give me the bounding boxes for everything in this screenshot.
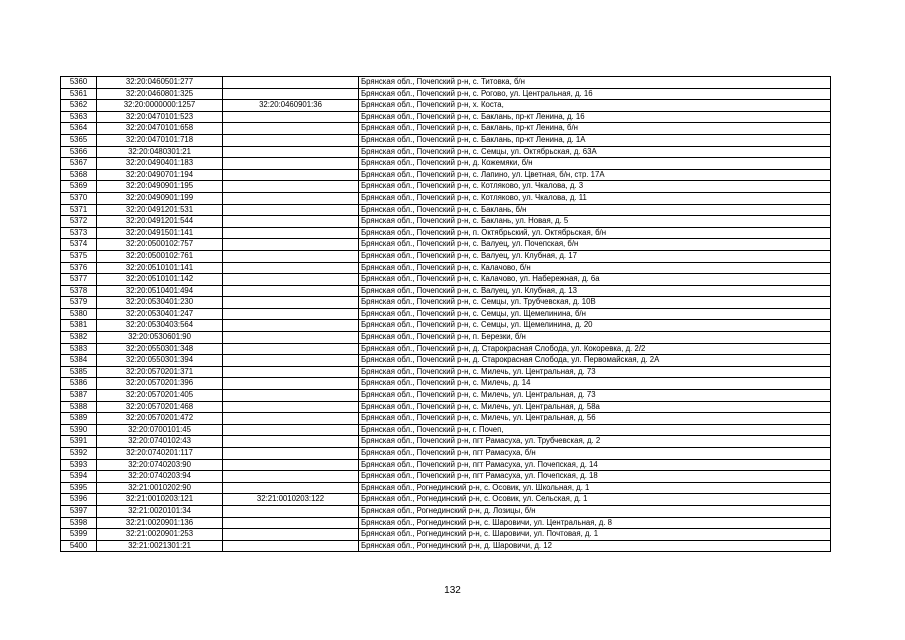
row-number-cell: 5380 <box>61 308 97 320</box>
previous-number-cell <box>223 482 359 494</box>
previous-number-cell <box>223 285 359 297</box>
address-cell: Брянская обл., Почепский р-н, с. Валуец, ул. Клубная, д. 17 <box>359 250 831 262</box>
cadastral-number-cell: 32:20:0470101:658 <box>97 123 223 135</box>
previous-number-cell <box>223 529 359 541</box>
table-row <box>61 204 831 216</box>
previous-number-cell <box>223 88 359 100</box>
address-cell: Брянская обл., Рогнединский р-н, с. Осовик, ул. Сельская, д. 1 <box>359 494 831 506</box>
table-row <box>61 505 831 517</box>
row-number-cell: 5360 <box>61 77 97 89</box>
row-number-cell: 5378 <box>61 285 97 297</box>
previous-number-cell <box>223 158 359 170</box>
table-row <box>61 448 831 460</box>
table-row <box>61 459 831 471</box>
previous-number-cell <box>223 413 359 425</box>
table-row <box>61 436 831 448</box>
address-cell: Брянская обл., Почепский р-н, пгт Рамасуха, ул. Трубчевская, д. 2 <box>359 436 831 448</box>
table-row <box>61 366 831 378</box>
address-cell: Брянская обл., Почепский р-н, с. Калачово, ул. Набережная, д. 6а <box>359 274 831 286</box>
cadastral-number-cell: 32:20:0530601:90 <box>97 332 223 344</box>
row-number-cell: 5367 <box>61 158 97 170</box>
row-number-cell: 5369 <box>61 181 97 193</box>
table-row <box>61 88 831 100</box>
cadastral-number-cell: 32:21:0020901:253 <box>97 529 223 541</box>
cadastral-number-cell: 32:20:0530401:230 <box>97 297 223 309</box>
previous-number-cell <box>223 517 359 529</box>
cadastral-number-cell: 32:20:0550301:348 <box>97 343 223 355</box>
table-row <box>61 471 831 483</box>
row-number-cell: 5372 <box>61 216 97 228</box>
table-row <box>61 192 831 204</box>
previous-number-cell <box>223 77 359 89</box>
table-row <box>61 100 831 112</box>
previous-number-cell <box>223 204 359 216</box>
cadastral-number-cell: 32:20:0491501:141 <box>97 227 223 239</box>
address-cell: Брянская обл., Почепский р-н, с. Баклань, пр-кт Ленина, д. 1А <box>359 134 831 146</box>
row-number-cell: 5362 <box>61 100 97 112</box>
row-number-cell: 5385 <box>61 366 97 378</box>
cadastral-number-cell: 32:20:0470101:523 <box>97 111 223 123</box>
cadastral-number-cell: 32:20:0491201:544 <box>97 216 223 228</box>
table-row <box>61 146 831 158</box>
address-cell: Брянская обл., Почепский р-н, с. Баклань, ул. Новая, д. 5 <box>359 216 831 228</box>
table-row <box>61 274 831 286</box>
previous-number-cell <box>223 540 359 552</box>
table-row <box>61 158 831 170</box>
cadastral-number-cell: 32:21:0021301:21 <box>97 540 223 552</box>
previous-number-cell <box>223 355 359 367</box>
previous-number-cell <box>223 239 359 251</box>
table-row <box>61 169 831 181</box>
cadastral-number-cell: 32:20:0470101:718 <box>97 134 223 146</box>
cadastral-number-cell: 32:20:0510101:141 <box>97 262 223 274</box>
address-cell: Брянская обл., Почепский р-н, с. Баклань, пр-кт Ленина, б/н <box>359 123 831 135</box>
row-number-cell: 5386 <box>61 378 97 390</box>
row-number-cell: 5392 <box>61 448 97 460</box>
address-cell: Брянская обл., Почепский р-н, пгт Рамасуха, б/н <box>359 448 831 460</box>
row-number-cell: 5382 <box>61 332 97 344</box>
cadastral-number-cell: 32:20:0000000:1257 <box>97 100 223 112</box>
row-number-cell: 5363 <box>61 111 97 123</box>
address-cell: Брянская обл., Почепский р-н, х. Коста, <box>359 100 831 112</box>
table-row <box>61 123 831 135</box>
row-number-cell: 5365 <box>61 134 97 146</box>
row-number-cell: 5377 <box>61 274 97 286</box>
address-cell: Брянская обл., Почепский р-н, с. Милечь, д. 14 <box>359 378 831 390</box>
address-cell: Брянская обл., Почепский р-н, с. Милечь, ул. Центральная, д. 73 <box>359 366 831 378</box>
table-row <box>61 216 831 228</box>
row-number-cell: 5370 <box>61 192 97 204</box>
address-cell: Брянская обл., Рогнединский р-н, д. Лозицы, б/н <box>359 505 831 517</box>
table-row <box>61 262 831 274</box>
row-number-cell: 5391 <box>61 436 97 448</box>
table-row <box>61 250 831 262</box>
address-cell: Брянская обл., Почепский р-н, с. Валуец, ул. Клубная, д. 13 <box>359 285 831 297</box>
row-number-cell: 5371 <box>61 204 97 216</box>
table-row <box>61 494 831 506</box>
previous-number-cell <box>223 181 359 193</box>
address-cell: Брянская обл., Почепский р-н, пгт Рамасуха, ул. Почепская, д. 18 <box>359 471 831 483</box>
table-row <box>61 482 831 494</box>
address-cell: Брянская обл., Рогнединский р-н, с. Шаровичи, ул. Центральная, д. 8 <box>359 517 831 529</box>
cadastral-number-cell: 32:20:0460801:325 <box>97 88 223 100</box>
previous-number-cell <box>223 123 359 135</box>
previous-number-cell <box>223 169 359 181</box>
cadastral-number-cell: 32:20:0490901:199 <box>97 192 223 204</box>
row-number-cell: 5379 <box>61 297 97 309</box>
table-row <box>61 285 831 297</box>
row-number-cell: 5393 <box>61 459 97 471</box>
row-number-cell: 5375 <box>61 250 97 262</box>
address-cell: Брянская обл., Рогнединский р-н, с. Осовик, ул. Школьная, д. 1 <box>359 482 831 494</box>
cadastral-number-cell: 32:20:0530401:247 <box>97 308 223 320</box>
previous-number-cell <box>223 459 359 471</box>
address-cell: Брянская обл., Почепский р-н, с. Семцы, ул. Щемелинина, б/н <box>359 308 831 320</box>
row-number-cell: 5383 <box>61 343 97 355</box>
address-cell: Брянская обл., Почепский р-н, с. Семцы, ул. Щемелинина, д. 20 <box>359 320 831 332</box>
row-number-cell: 5399 <box>61 529 97 541</box>
cadastral-number-cell: 32:20:0490401:183 <box>97 158 223 170</box>
row-number-cell: 5390 <box>61 424 97 436</box>
address-cell: Брянская обл., Почепский р-н, п. Октябрьский, ул. Октябрьская, б/н <box>359 227 831 239</box>
cadastral-number-cell: 32:20:0570201:371 <box>97 366 223 378</box>
address-cell: Брянская обл., Рогнединский р-н, с. Шаровичи, ул. Почтовая, д. 1 <box>359 529 831 541</box>
cadastral-number-cell: 32:20:0570201:472 <box>97 413 223 425</box>
table-row <box>61 320 831 332</box>
table-row <box>61 343 831 355</box>
previous-number-cell <box>223 134 359 146</box>
row-number-cell: 5376 <box>61 262 97 274</box>
table-row <box>61 332 831 344</box>
row-number-cell: 5368 <box>61 169 97 181</box>
cadastral-number-cell: 32:20:0570201:396 <box>97 378 223 390</box>
previous-number-cell <box>223 332 359 344</box>
table-row <box>61 181 831 193</box>
address-cell: Брянская обл., Почепский р-н, с. Титовка, б/н <box>359 77 831 89</box>
address-cell: Брянская обл., Почепский р-н, г. Почеп, <box>359 424 831 436</box>
table-row <box>61 517 831 529</box>
address-cell: Брянская обл., Почепский р-н, д. Старокрасная Слобода, ул. Первомайская, д. 2А <box>359 355 831 367</box>
address-cell: Брянская обл., Почепский р-н, д. Старокрасная Слобода, ул. Кокоревка, д. 2/2 <box>359 343 831 355</box>
address-cell: Брянская обл., Рогнединский р-н, д. Шаровичи, д. 12 <box>359 540 831 552</box>
page-number: 132 <box>444 585 461 596</box>
address-cell: Брянская обл., Почепский р-н, с. Лапино, ул. Цветная, б/н, стр. 17А <box>359 169 831 181</box>
previous-number-cell <box>223 308 359 320</box>
row-number-cell: 5396 <box>61 494 97 506</box>
table-row <box>61 529 831 541</box>
address-cell: Брянская обл., Почепский р-н, с. Котляково, ул. Чкалова, д. 11 <box>359 192 831 204</box>
table-row <box>61 401 831 413</box>
address-cell: Брянская обл., Почепский р-н, с. Валуец, ул. Почепская, б/н <box>359 239 831 251</box>
cadastral-number-cell: 32:20:0500102:757 <box>97 239 223 251</box>
table-row <box>61 378 831 390</box>
previous-number-cell: 32:21:0010203:122 <box>223 494 359 506</box>
address-cell: Брянская обл., Почепский р-н, с. Милечь, ул. Центральная, д. 73 <box>359 390 831 402</box>
row-number-cell: 5366 <box>61 146 97 158</box>
previous-number-cell <box>223 436 359 448</box>
table-row <box>61 77 831 89</box>
table-row <box>61 540 831 552</box>
table-row <box>61 390 831 402</box>
address-cell: Брянская обл., Почепский р-н, с. Калачово, б/н <box>359 262 831 274</box>
table-row <box>61 308 831 320</box>
previous-number-cell <box>223 320 359 332</box>
row-number-cell: 5389 <box>61 413 97 425</box>
previous-number-cell <box>223 192 359 204</box>
cadastral-number-cell: 32:21:0020101:34 <box>97 505 223 517</box>
table-row <box>61 134 831 146</box>
cadastral-number-cell: 32:20:0740203:90 <box>97 459 223 471</box>
table-row <box>61 111 831 123</box>
cadastral-number-cell: 32:20:0550301:394 <box>97 355 223 367</box>
previous-number-cell <box>223 471 359 483</box>
row-number-cell: 5398 <box>61 517 97 529</box>
address-cell: Брянская обл., Почепский р-н, д. Кожемяки, б/н <box>359 158 831 170</box>
previous-number-cell <box>223 250 359 262</box>
cadastral-number-cell: 32:21:0010203:121 <box>97 494 223 506</box>
address-cell: Брянская обл., Почепский р-н, пгт Рамасуха, ул. Почепская, д. 14 <box>359 459 831 471</box>
document-table-container <box>60 76 831 552</box>
cadastral-number-cell: 32:20:0740201:117 <box>97 448 223 460</box>
table-row <box>61 424 831 436</box>
cadastral-number-cell: 32:20:0460501:277 <box>97 77 223 89</box>
table-row <box>61 355 831 367</box>
address-cell: Брянская обл., Почепский р-н, с. Милечь, ул. Центральная, д. 56 <box>359 413 831 425</box>
cadastral-number-cell: 32:20:0490901:195 <box>97 181 223 193</box>
previous-number-cell <box>223 390 359 402</box>
previous-number-cell <box>223 424 359 436</box>
previous-number-cell <box>223 227 359 239</box>
row-number-cell: 5364 <box>61 123 97 135</box>
cadastral-number-cell: 32:20:0740203:94 <box>97 471 223 483</box>
address-cell: Брянская обл., Почепский р-н, с. Баклань, пр-кт Ленина, д. 16 <box>359 111 831 123</box>
previous-number-cell <box>223 262 359 274</box>
cadastral-number-cell: 32:20:0700101:45 <box>97 424 223 436</box>
address-cell: Брянская обл., Почепский р-н, с. Милечь, ул. Центральная, д. 58а <box>359 401 831 413</box>
cadastral-number-cell: 32:20:0740102:43 <box>97 436 223 448</box>
previous-number-cell <box>223 146 359 158</box>
cadastral-table <box>60 76 831 552</box>
cadastral-number-cell: 32:20:0490701:194 <box>97 169 223 181</box>
cadastral-number-cell: 32:20:0491201:531 <box>97 204 223 216</box>
cadastral-number-cell: 32:20:0510101:142 <box>97 274 223 286</box>
previous-number-cell <box>223 216 359 228</box>
address-cell: Брянская обл., Почепский р-н, с. Семцы, ул. Октябрьская, д. 63А <box>359 146 831 158</box>
table-row <box>61 227 831 239</box>
row-number-cell: 5361 <box>61 88 97 100</box>
table-row <box>61 239 831 251</box>
address-cell: Брянская обл., Почепский р-н, с. Баклань, б/н <box>359 204 831 216</box>
address-cell: Брянская обл., Почепский р-н, с. Рогово, ул. Центральная, д. 16 <box>359 88 831 100</box>
cadastral-number-cell: 32:21:0010202:90 <box>97 482 223 494</box>
previous-number-cell <box>223 378 359 390</box>
previous-number-cell <box>223 448 359 460</box>
table-row <box>61 297 831 309</box>
row-number-cell: 5395 <box>61 482 97 494</box>
address-cell: Брянская обл., Почепский р-н, с. Котляково, ул. Чкалова, д. 3 <box>359 181 831 193</box>
cadastral-number-cell: 32:21:0020901:136 <box>97 517 223 529</box>
row-number-cell: 5397 <box>61 505 97 517</box>
cadastral-number-cell: 32:20:0480301:21 <box>97 146 223 158</box>
row-number-cell: 5373 <box>61 227 97 239</box>
previous-number-cell <box>223 111 359 123</box>
address-cell: Брянская обл., Почепский р-н, с. Семцы, ул. Трубчевская, д. 10В <box>359 297 831 309</box>
row-number-cell: 5387 <box>61 390 97 402</box>
table-body <box>61 77 831 552</box>
row-number-cell: 5400 <box>61 540 97 552</box>
previous-number-cell <box>223 366 359 378</box>
cadastral-number-cell: 32:20:0570201:405 <box>97 390 223 402</box>
previous-number-cell: 32:20:0460901:36 <box>223 100 359 112</box>
cadastral-number-cell: 32:20:0570201:468 <box>97 401 223 413</box>
previous-number-cell <box>223 401 359 413</box>
cadastral-number-cell: 32:20:0530403:564 <box>97 320 223 332</box>
cadastral-number-cell: 32:20:0500102:761 <box>97 250 223 262</box>
row-number-cell: 5374 <box>61 239 97 251</box>
previous-number-cell <box>223 505 359 517</box>
row-number-cell: 5394 <box>61 471 97 483</box>
previous-number-cell <box>223 297 359 309</box>
row-number-cell: 5388 <box>61 401 97 413</box>
previous-number-cell <box>223 343 359 355</box>
table-row <box>61 413 831 425</box>
row-number-cell: 5384 <box>61 355 97 367</box>
row-number-cell: 5381 <box>61 320 97 332</box>
cadastral-number-cell: 32:20:0510401:494 <box>97 285 223 297</box>
previous-number-cell <box>223 274 359 286</box>
address-cell: Брянская обл., Почепский р-н, п. Березки, б/н <box>359 332 831 344</box>
